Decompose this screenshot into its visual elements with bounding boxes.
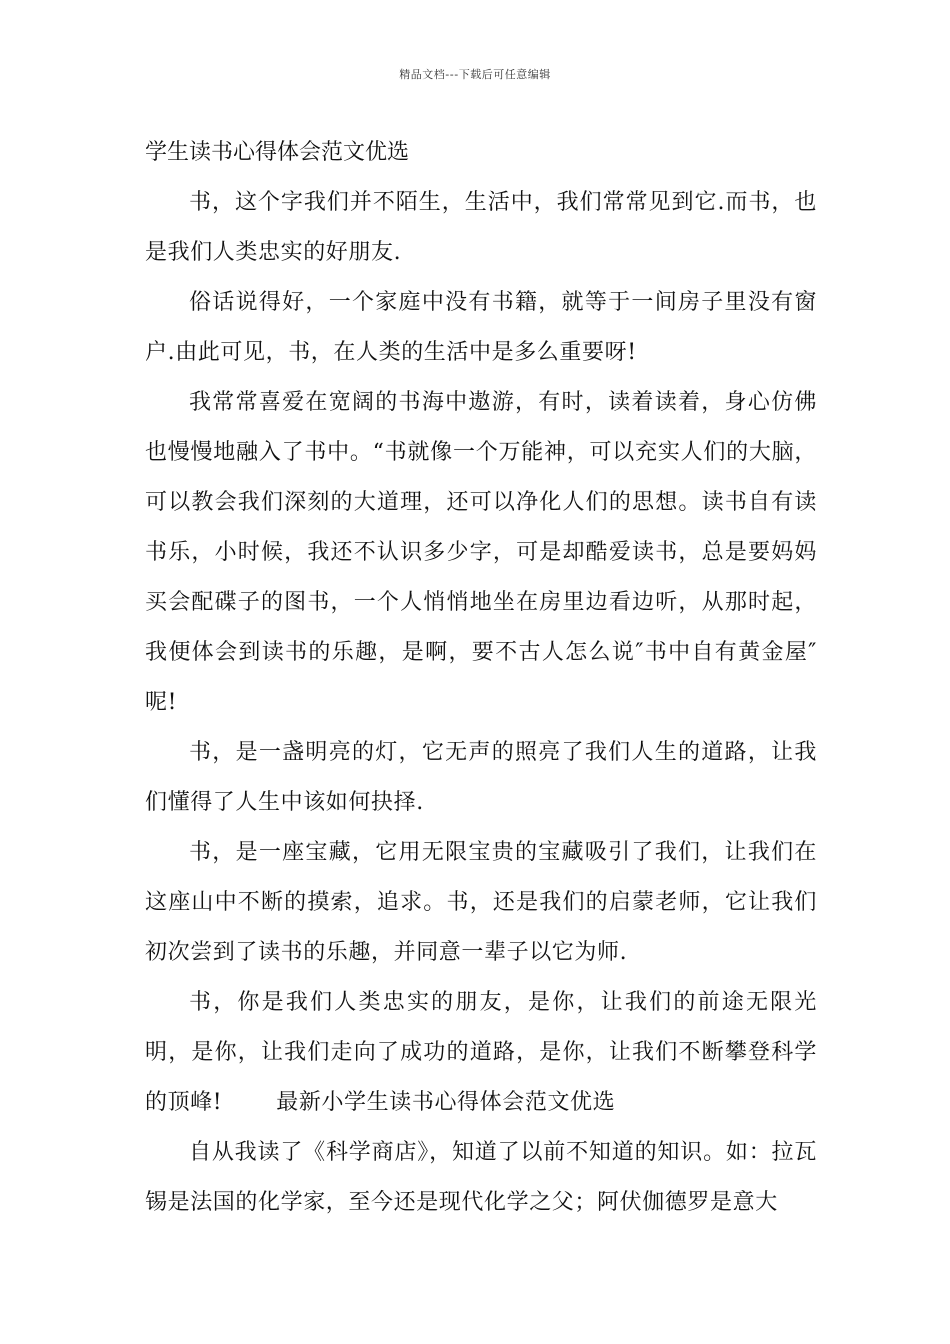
document-body [145, 128, 817, 1228]
paragraph-5: 书，是一座宝藏，它用无限宝贵的宝藏吸引了我们，让我们在这座山中不断的摸索，追求。书，还是我们的启蒙老师，它让我们初次尝到了读书的乐趣，并同意一辈子以它为师. [145, 840, 817, 965]
paragraph-6 [145, 978, 817, 1128]
page-header: 精品文档---下载后可任意编辑 [399, 68, 551, 81]
paragraph-6-text: 书，你是我们人类忠实的朋友，是你，让我们的前途无限光明，是你，让我们走向了成功的道路，是你，让我们不断攀登科学的顶峰! [145, 990, 817, 1115]
document-title: 学生读书心得体会范文优选 [145, 140, 410, 165]
paragraph-1: 书，这个字我们并不陌生，生活中，我们常常见到它.而书，也是我们人类忠实的好朋友. [145, 190, 817, 265]
paragraph-7: 自从我读了《科学商店》，知道了以前不知道的知识。如：拉瓦锡是法国的化学家，至今还是现代化学之父；阿伏伽德罗是意大 [145, 1140, 817, 1215]
paragraph-3: 我常常喜爱在宽阔的书海中遨游，有时，读着读着，身心仿佛也慢慢地融入了书中。“书就像一个万能神，可以充实人们的大脑，可以教会我们深刻的大道理，还可以净化人们的思想。读书自有读书乐，小时候，我还不认识多少字，可是却酷爱读书，总是要妈妈买会配碟子的图书，一个人悄悄地坐在房里边看边听，从那时起，我便体会到读书的乐趣，是啊，要不古人怎么说″书中自有黄金屋″呢! [145, 390, 817, 715]
paragraph-2: 俗话说得好，一个家庭中没有书籍，就等于一间房子里没有窗户.由此可见，书，在人类的生活中是多么重要呀! [145, 290, 817, 365]
paragraph-4: 书，是一盏明亮的灯，它无声的照亮了我们人生的道路，让我们懂得了人生中该如何抉择. [145, 740, 817, 815]
inline-section-heading: 最新小学生读书心得体会范文优选 [276, 1090, 616, 1115]
